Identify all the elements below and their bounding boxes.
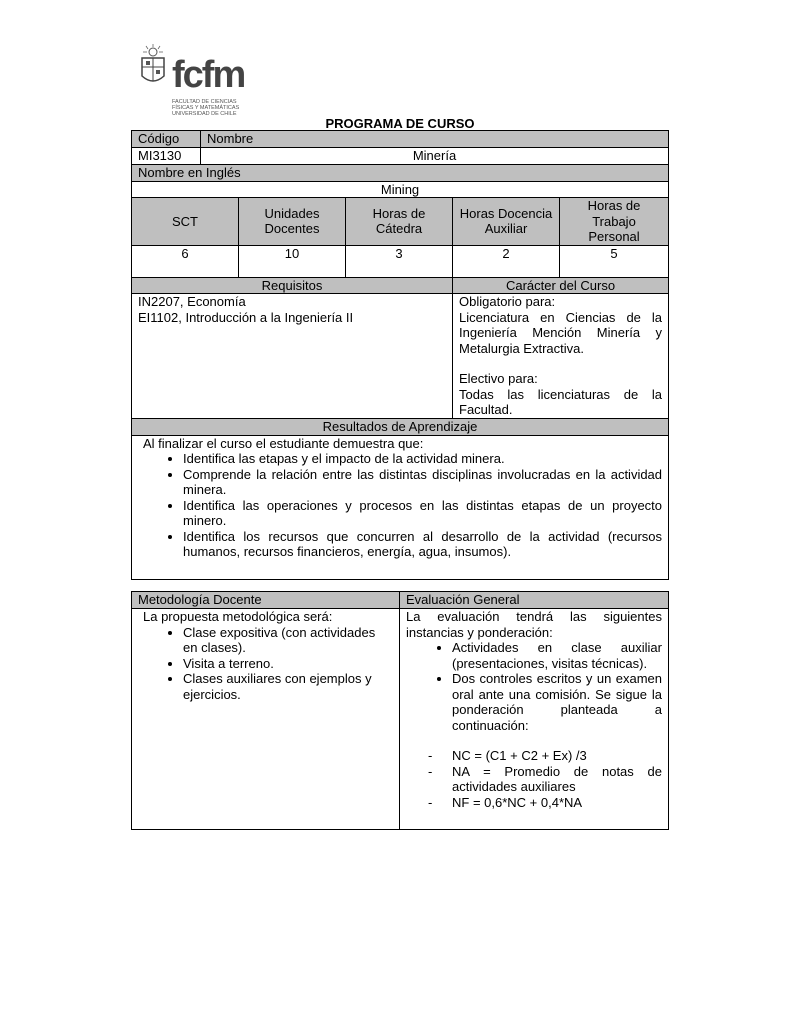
auxiliary-hours-value: 2: [453, 245, 560, 277]
university-seal-icon: [137, 44, 169, 90]
logo-subtitle: FACULTAD DE CIENCIAS FÍSICAS Y MATEMÁTICAS UNIVERSIDAD DE CHILE: [172, 99, 240, 117]
character-cell: [453, 294, 669, 419]
methodology-cell: [132, 609, 400, 830]
sct-header: SCT: [132, 198, 239, 246]
english-name-label: Nombre en Inglés: [132, 164, 669, 181]
requirements-label: Requisitos: [132, 277, 453, 294]
outcome-item: • Identifica las etapas y el impacto de la actividad minera.: [183, 451, 662, 467]
lecture-hours-header: Horas de Cátedra: [346, 198, 453, 246]
methodology-item: • Visita a terreno.: [183, 656, 393, 672]
teaching-units-header: Unidades Docentes: [239, 198, 346, 246]
course-info-table: [131, 130, 669, 580]
methodology-label: Metodología Docente: [132, 592, 400, 609]
lecture-hours-value: 3: [346, 245, 453, 277]
methodology-evaluation-table: [131, 591, 669, 830]
formula-item: - NC = (C1 + C2 + Ex) /3: [406, 748, 662, 764]
mandatory-text: Licenciatura en Ciencias de la Ingeniería Mención Minería y Metalurgia Extractiva.: [459, 309, 663, 356]
mandatory-label: Obligatorio para:: [459, 294, 556, 309]
english-name: Mining: [132, 181, 669, 198]
methodology-item: • Clase expositiva (con actividades en clases).: [183, 625, 393, 656]
personal-work-hours-header: Horas de Trabajo Personal: [560, 198, 669, 246]
course-code: MI3130: [132, 148, 201, 165]
outcomes-cell: [132, 435, 669, 579]
outcomes-label: Resultados de Aprendizaje: [132, 419, 669, 436]
requirement-item: EI1102, Introducción a la Ingeniería II: [138, 309, 354, 325]
course-name: Minería: [201, 148, 669, 165]
sct-value: 6: [132, 245, 239, 277]
logo-wordmark: fcfm: [172, 54, 245, 96]
name-label: Nombre: [201, 131, 669, 148]
evaluation-label: Evaluación General: [400, 592, 669, 609]
methodology-item: • Clases auxiliares con ejemplos y ejercicios.: [183, 671, 393, 702]
code-label: Código: [132, 131, 201, 148]
character-label: Carácter del Curso: [453, 277, 669, 294]
fcfm-logo: [137, 44, 257, 120]
teaching-units-value: 10: [239, 245, 346, 277]
evaluation-item: • Dos controles escritos y un examen oral ante una comisión. Se sigue la ponderación planteada a continuación:: [452, 671, 662, 733]
elective-text: Todas las licenciaturas de la Facultad.: [459, 386, 663, 417]
outcomes-intro: Al finalizar el curso el estudiante demuestra que:: [143, 435, 424, 451]
evaluation-cell: [400, 609, 669, 830]
elective-label: Electivo para:: [459, 371, 538, 386]
personal-work-hours-value: 5: [560, 245, 669, 277]
auxiliary-hours-header: Horas Docencia Auxiliar: [453, 198, 560, 246]
evaluation-intro: La evaluación tendrá las siguientes instancias y ponderación:: [406, 609, 662, 640]
outcome-item: • Identifica las operaciones y procesos en las distintas etapas de un proyecto minero.: [183, 498, 662, 529]
document-title: PROGRAMA DE CURSO: [325, 116, 475, 131]
methodology-intro: La propuesta metodológica será:: [143, 609, 333, 624]
formula-item: - NA = Promedio de notas de actividades auxiliares: [406, 764, 662, 795]
outcome-item: • Comprende la relación entre las distintas disciplinas involucradas en la actividad minera.: [183, 467, 662, 498]
requirement-item: IN2207, Economía: [138, 294, 246, 309]
outcome-item: • Identifica los recursos que concurren al desarrollo de la actividad (recursos humanos, recursos financieros, energía, agua, insumos).: [183, 529, 662, 560]
formula-item: - NF = 0,6*NC + 0,4*NA: [406, 795, 662, 811]
evaluation-item: • Actividades en clase auxiliar (presentaciones, visitas técnicas).: [452, 640, 662, 671]
requirements-cell: [132, 294, 453, 419]
